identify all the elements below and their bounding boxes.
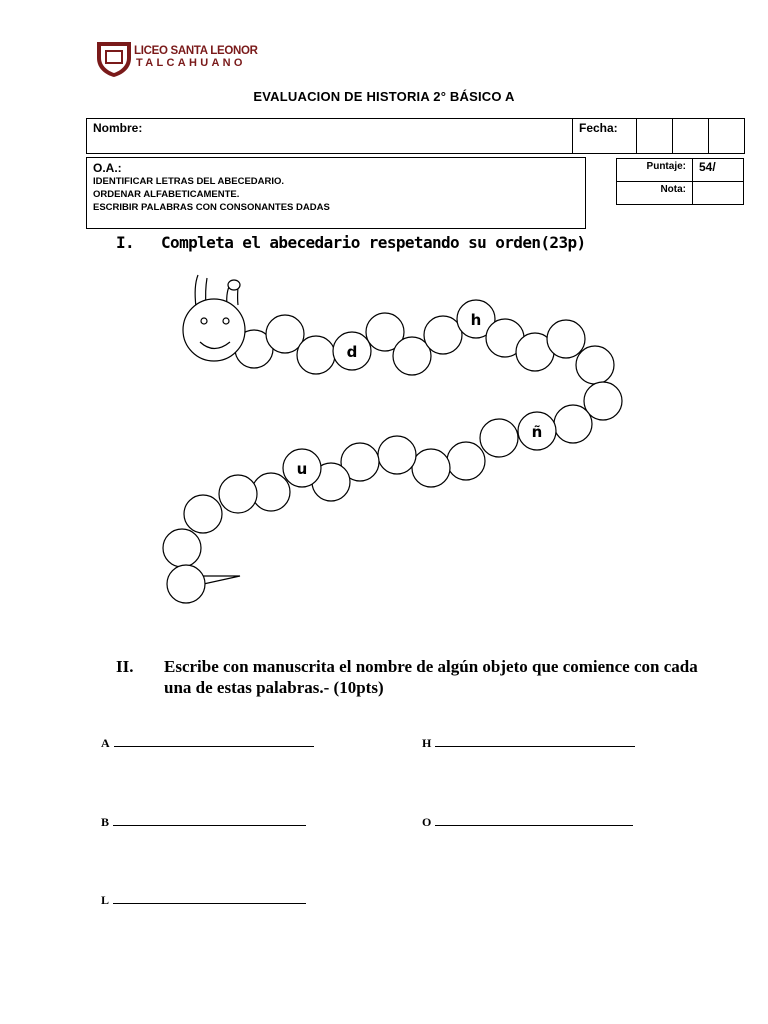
answer-line-h[interactable] bbox=[422, 735, 635, 751]
answer-letter: O bbox=[422, 815, 432, 829]
answer-line-b[interactable] bbox=[101, 814, 306, 830]
answer-underline[interactable] bbox=[113, 892, 306, 904]
caterpillar-segment[interactable] bbox=[163, 529, 201, 567]
shield-icon bbox=[94, 38, 134, 78]
student-info-table bbox=[86, 118, 745, 154]
page-title: EVALUACION DE HISTORIA 2° BÁSICO A bbox=[253, 89, 515, 104]
answer-underline[interactable] bbox=[113, 814, 306, 826]
grade-label: Nota: bbox=[617, 182, 693, 205]
date-label: Fecha: bbox=[579, 121, 618, 135]
caterpillar-letter: d bbox=[346, 343, 358, 361]
section-2-heading bbox=[116, 656, 716, 698]
answer-underline[interactable] bbox=[435, 814, 633, 826]
caterpillar-segment[interactable] bbox=[447, 442, 485, 480]
answer-line-o[interactable] bbox=[422, 814, 633, 830]
caterpillar-letter: ñ bbox=[531, 423, 543, 441]
caterpillar-segment[interactable] bbox=[554, 405, 592, 443]
answer-line-a[interactable] bbox=[101, 735, 314, 751]
oa-item: ESCRIBIR PALABRAS CON CONSONANTES DADAS bbox=[93, 202, 330, 213]
section-2-text: Escribe con manuscrita el nombre de algún objeto que comience con cada una de estas palabras.- (10pts) bbox=[164, 657, 698, 697]
date-label-cell bbox=[573, 119, 637, 154]
section-1-number: I. bbox=[116, 233, 135, 252]
logo-school-name: LICEO SANTA LEONOR bbox=[134, 45, 258, 57]
name-label: Nombre: bbox=[93, 121, 143, 135]
caterpillar-segment[interactable] bbox=[547, 320, 585, 358]
grade-value[interactable] bbox=[693, 182, 744, 205]
answer-underline[interactable] bbox=[114, 735, 314, 747]
caterpillar-segment[interactable] bbox=[167, 565, 205, 603]
date-day-cell[interactable] bbox=[637, 119, 673, 154]
caterpillar-segment[interactable] bbox=[252, 473, 290, 511]
answer-letter: L bbox=[101, 893, 110, 907]
answer-letter: A bbox=[101, 736, 110, 750]
answer-letter: H bbox=[422, 736, 432, 750]
score-value: 54/ bbox=[693, 159, 744, 182]
answer-line-l[interactable] bbox=[101, 892, 306, 908]
caterpillar-segment[interactable] bbox=[424, 316, 462, 354]
caterpillar-segment[interactable] bbox=[576, 346, 614, 384]
caterpillar-segment[interactable] bbox=[480, 419, 518, 457]
date-month-cell[interactable] bbox=[673, 119, 709, 154]
learning-objectives-box bbox=[86, 157, 586, 229]
school-logo bbox=[94, 38, 258, 78]
oa-item: ORDENAR ALFABETICAMENTE. bbox=[93, 189, 240, 200]
section-1-text: Completa el abecedario respetando su orden(23p) bbox=[161, 233, 586, 252]
caterpillar-letter: h bbox=[470, 311, 482, 329]
answer-letter: B bbox=[101, 815, 110, 829]
caterpillar-segment[interactable] bbox=[184, 495, 222, 533]
score-table bbox=[616, 158, 744, 205]
caterpillar-letter: u bbox=[296, 460, 308, 478]
caterpillar-drawing bbox=[150, 268, 640, 618]
score-label: Puntaje: bbox=[617, 159, 693, 182]
caterpillar-head bbox=[183, 299, 245, 361]
oa-title: O.A.: bbox=[93, 161, 122, 175]
logo-city: TALCAHUANO bbox=[136, 57, 246, 69]
caterpillar-segment[interactable] bbox=[219, 475, 257, 513]
name-cell[interactable] bbox=[87, 119, 573, 154]
caterpillar-segment[interactable] bbox=[297, 336, 335, 374]
caterpillar-segment[interactable] bbox=[412, 449, 450, 487]
section-1-heading bbox=[116, 233, 586, 252]
oa-item: IDENTIFICAR LETRAS DEL ABECEDARIO. bbox=[93, 176, 285, 187]
caterpillar-segment[interactable] bbox=[378, 436, 416, 474]
answer-underline[interactable] bbox=[435, 735, 635, 747]
date-year-cell[interactable] bbox=[709, 119, 745, 154]
section-2-number: II. bbox=[116, 657, 134, 676]
